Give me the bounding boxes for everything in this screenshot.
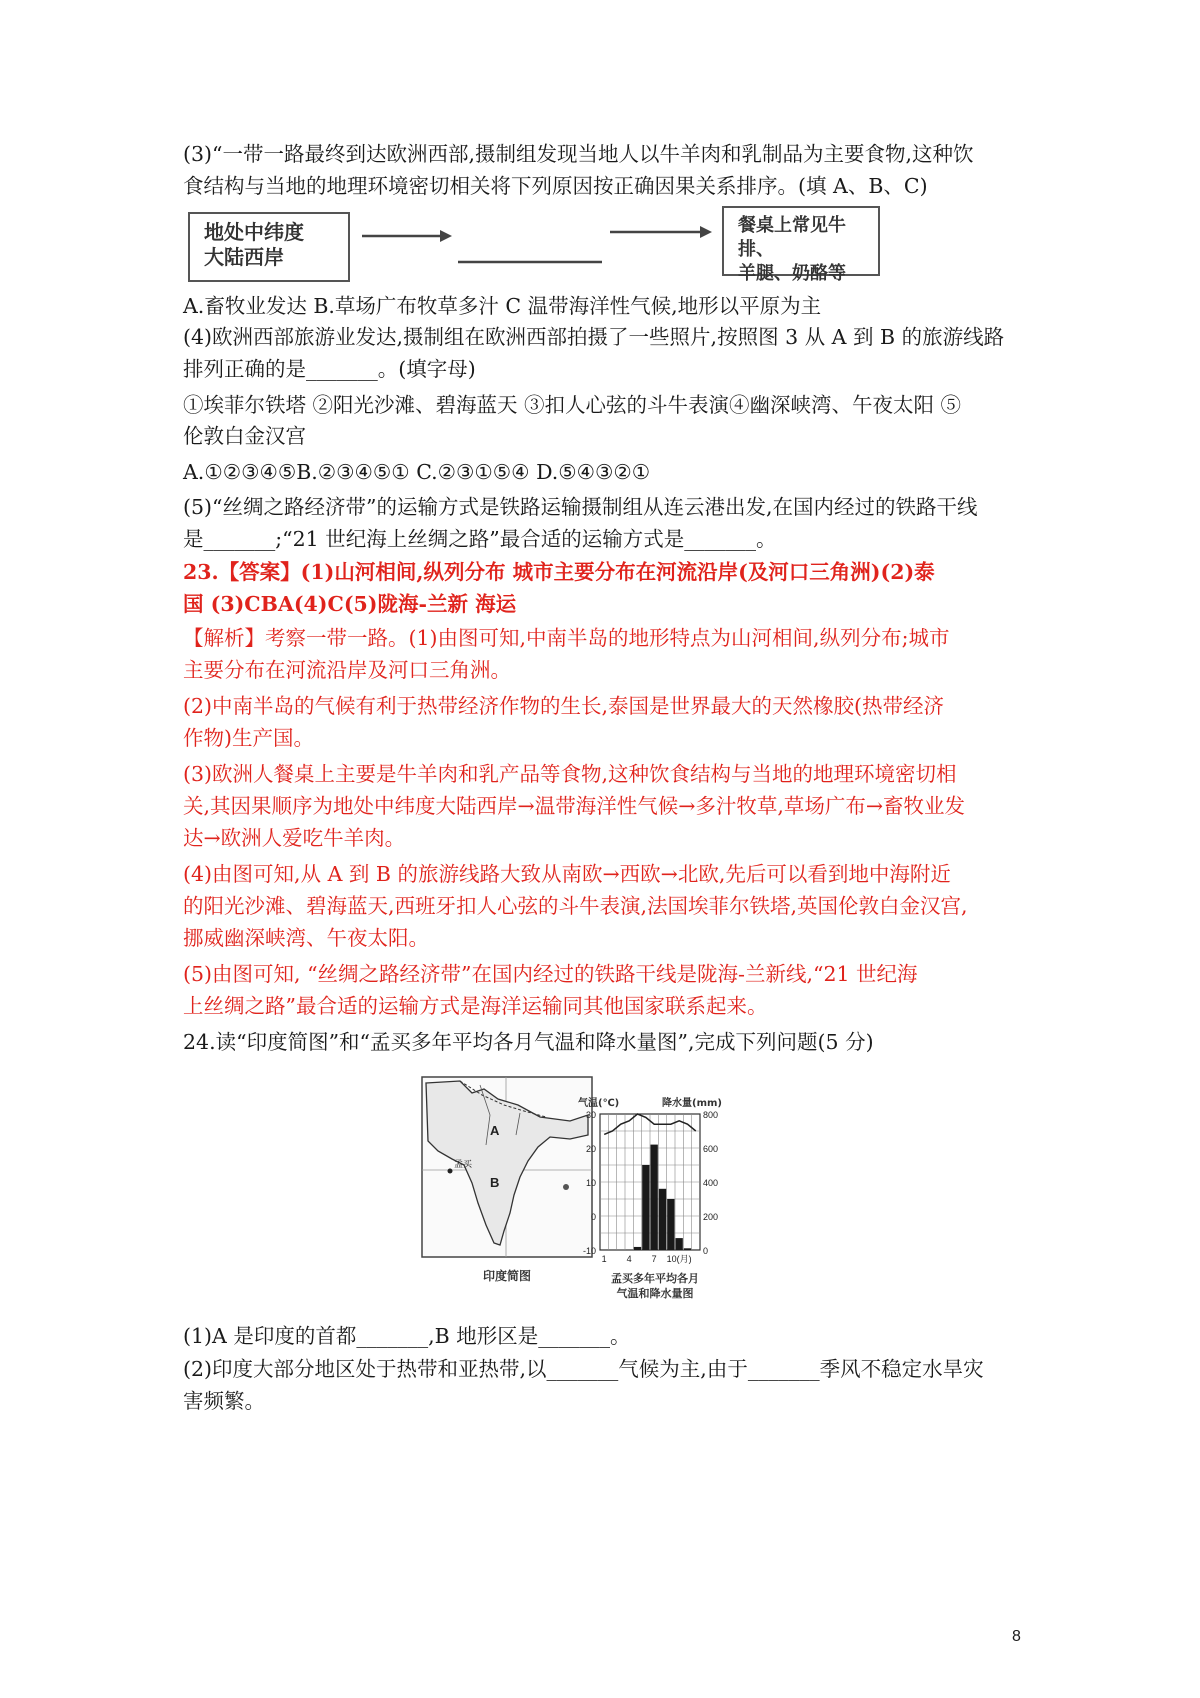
precip-tick-label: 600 [703, 1144, 719, 1154]
month-tick-label: 7 [651, 1254, 657, 1264]
map-label-b: B [490, 1175, 500, 1190]
precip-axis-title: 降水量(mm) [662, 1098, 722, 1109]
flow-start-text-2: 大陆西岸 [204, 245, 284, 269]
flow-arrowhead-1 [440, 230, 452, 242]
analysis-line-5: (3)欧洲人餐桌上主要是牛羊肉和乳产品等食物,这种饮食结构与当地的地理环境密切相 [183, 762, 957, 786]
flow-start-text-1: 地处中纬度 [204, 220, 304, 244]
answer-line-1: 23.【答案】(1)山河相间,纵列分布 城市主要分布在河流沿岸(及河口三角洲)(2)泰 [183, 560, 935, 584]
chart-caption-2: 气温和降水量图 [616, 1287, 694, 1300]
precip-bar [684, 1248, 691, 1250]
precip-bar [634, 1247, 641, 1250]
mumbai-marker [448, 1169, 453, 1174]
precip-tick-label: 800 [703, 1110, 719, 1120]
month-tick-label: 1 [601, 1254, 607, 1264]
q5-line-1: (5)“丝绸之路经济带”的运输方式是铁路运输摄制组从连云港出发,在国内经过的铁路干线 [183, 495, 978, 519]
analysis-line-2: 主要分布在河流沿岸及河口三角洲。 [183, 658, 511, 682]
analysis-line-1: 【解析】考察一带一路。(1)由图可知,中南半岛的地形特点为山河相间,纵列分布;城市 [183, 626, 950, 650]
q4-line-1: (4)欧洲西部旅游业发达,摄制组在欧洲西部拍摄了一些照片,按照图 3 从 A 到 B 的旅游线路 [183, 325, 1005, 349]
q24-sub-1: (1)A 是印度的首都_______,B 地形区是_______。 [183, 1324, 631, 1348]
analysis-line-4: 作物)生产国。 [183, 726, 314, 750]
map-island [563, 1184, 569, 1190]
precip-tick-label: 400 [703, 1178, 719, 1188]
analysis-line-8: (4)由图可知,从 A 到 B 的旅游线路大致从南欧→西欧→北欧,先后可以看到地中海附近 [183, 862, 951, 886]
temp-axis-title: 气温(℃) [578, 1098, 620, 1109]
answer-line-2: 国 (3)CBA(4)C(5)陇海-兰新 海运 [183, 592, 517, 616]
flow-end-text-2: 羊腿、奶酪等 [738, 263, 846, 284]
analysis-line-12: 上丝绸之路”最合适的运输方式是海洋运输同其他国家联系起来。 [183, 994, 768, 1018]
flow-arrowhead-2 [700, 226, 712, 238]
precip-tick-label: 0 [703, 1246, 709, 1256]
temp-tick-label: -10 [582, 1246, 596, 1256]
map-label-mumbai: 孟买 [454, 1160, 473, 1170]
temp-tick-label: 0 [590, 1212, 596, 1222]
flow-end-box [722, 206, 880, 284]
q5-line-2: 是_______;“21 世纪海上丝绸之路”最合适的运输方式是_______。 [183, 527, 777, 551]
temp-tick-label: 30 [585, 1110, 596, 1120]
page-number: 8 [1012, 1628, 1021, 1645]
month-tick-label: 4 [626, 1254, 632, 1264]
analysis-line-9: 的阳光沙滩、碧海蓝天,西班牙扣人心弦的斗牛表演,法国埃菲尔铁塔,英国伦敦白金汉宫, [183, 894, 968, 918]
q4-line-2: 排列正确的是_______。(填字母) [183, 357, 476, 381]
q24-title: 24.读“印度简图”和“孟买多年平均各月气温和降水量图”,完成下列问题(5 分) [183, 1030, 874, 1054]
india-map-figure [420, 1075, 595, 1295]
q3-line-2: 食结构与当地的地理环境密切相关将下列原因按正确因果关系排序。(填 A、B、C) [183, 174, 928, 198]
analysis-line-10: 挪威幽深峡湾、午夜太阳。 [183, 926, 429, 950]
map-label-a: A [490, 1123, 500, 1138]
q4-choices: A.①②③④⑤B.②③④⑤① C.②③①⑤④ D.⑤④③②① [183, 460, 651, 484]
q3-options: A.畜牧业发达 B.草场广布牧草多汁 C 温带海洋性气候,地形以平原为主 [183, 294, 822, 318]
temp-tick-label: 20 [585, 1144, 596, 1154]
flow-arrows [0, 0, 1200, 320]
q24-sub-2-line-2: 害频繁。 [183, 1389, 265, 1413]
precip-bar [651, 1145, 658, 1250]
q4-items-line-1: ①埃菲尔铁塔 ②阳光沙滩、碧海蓝天 ③扣人心弦的斗牛表演④幽深峡湾、午夜太阳 ⑤ [183, 393, 962, 417]
precip-bar [642, 1165, 649, 1250]
precip-bar [659, 1189, 666, 1250]
analysis-line-7: 达→欧洲人爱吃牛羊肉。 [183, 826, 406, 850]
precip-tick-label: 200 [703, 1212, 719, 1222]
analysis-line-11: (5)由图可知, “丝绸之路经济带”在国内经过的铁路干线是陇海-兰新线,“21 世纪海 [183, 962, 918, 986]
precip-bar [667, 1199, 674, 1250]
chart-caption-1: 孟买多年平均各月 [611, 1272, 699, 1285]
month-tick-label: 10(月) [666, 1254, 692, 1264]
map-caption: 印度简图 [482, 1269, 532, 1283]
temp-tick-label: 10 [585, 1178, 596, 1188]
precip-bar [676, 1238, 683, 1250]
analysis-line-3: (2)中南半岛的气候有利于热带经济作物的生长,泰国是世界最大的天然橡胶(热带经济 [183, 694, 945, 718]
q3-line-1: (3)“一带一路最终到达欧洲西部,摄制组发现当地人以牛羊肉和乳制品为主要食物,这种饮 [183, 142, 974, 166]
q24-sub-2-line-1: (2)印度大部分地区处于热带和亚热带,以_______气候为主,由于_______季风不稳定水旱灾 [183, 1357, 984, 1381]
chart-grid [600, 1114, 700, 1250]
mumbai-climate-chart [570, 1092, 740, 1304]
q4-items-line-2: 伦敦白金汉宫 [183, 424, 306, 448]
analysis-line-6: 关,其因果顺序为地处中纬度大陆西岸→温带海洋性气候→多汁牧草,草场广布→畜牧业发 [183, 794, 966, 818]
flow-end-text-1: 餐桌上常见牛排、 [738, 215, 846, 260]
